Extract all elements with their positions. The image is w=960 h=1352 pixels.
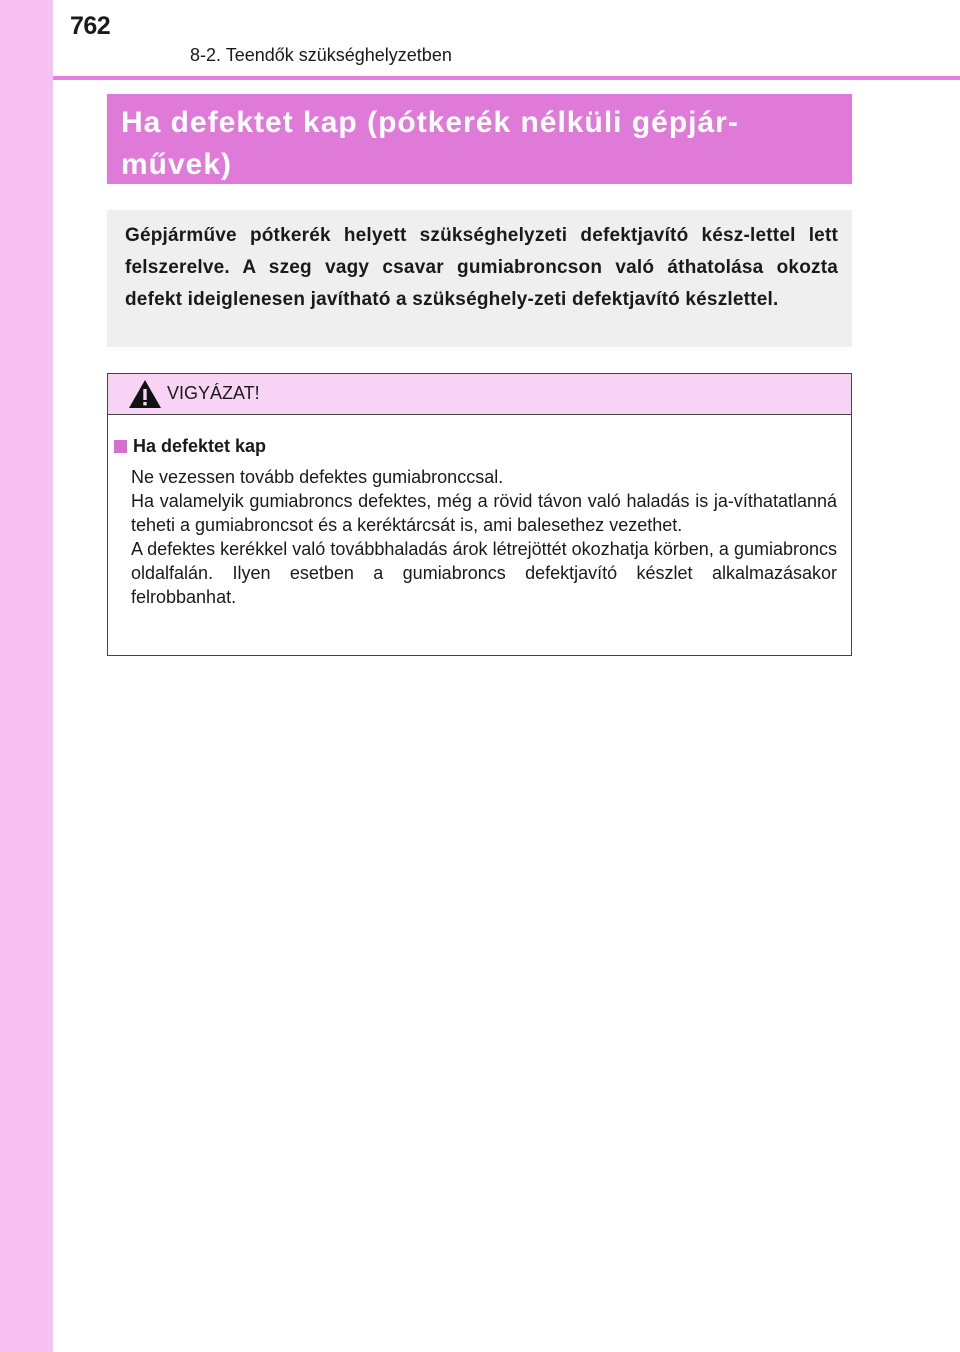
page-title-line-1: Ha defektet kap (pótkerék nélküli gépjár- bbox=[121, 106, 739, 139]
warning-subheading-text: Ha defektet kap bbox=[133, 435, 267, 456]
header-divider bbox=[53, 76, 960, 80]
warning-paragraph: A defektes kerékkel való továbbhaladás árok létrejöttét okozhatja körben, a gumiabroncs oldalfalán. Ilyen esetben a gumiabroncs defektjavító készlet alkalmazásakor felrobbanhat. bbox=[131, 539, 837, 607]
warning-body bbox=[108, 415, 851, 609]
warning-paragraph: Ne vezessen tovább defektes gumiabronccsal. bbox=[131, 467, 504, 487]
warning-box bbox=[107, 373, 852, 656]
warning-subheading bbox=[114, 435, 837, 457]
page-title bbox=[121, 102, 838, 186]
page-title-line-2: művek) bbox=[121, 148, 233, 181]
title-banner bbox=[107, 94, 852, 184]
warning-triangle-icon bbox=[128, 379, 162, 409]
warning-header bbox=[108, 374, 851, 415]
warning-label: VIGYÁZAT! bbox=[167, 383, 260, 403]
intro-panel bbox=[107, 210, 852, 347]
page-number: 762 bbox=[70, 12, 111, 40]
warning-paragraph: Ha valamelyik gumiabroncs defektes, még a rövid távon való haladás is ja-víthatatlanná teheti a gumiabroncsot és a keréktárcsát is, ami balesethez vezethet. bbox=[131, 491, 837, 535]
square-bullet-icon bbox=[114, 440, 127, 453]
page-edge-tab bbox=[0, 0, 53, 1352]
section-title: 8-2. Teendők szükséghelyzetben bbox=[190, 45, 452, 65]
intro-text: Gépjárműve pótkerék helyett szükséghelyzeti defektjavító kész-lettel lett felszerelve. A szeg vagy csavar gumiabroncson való áthatolása okozta defekt ideiglenesen javítható a szükséghely-zeti defektjavító készlettel. bbox=[125, 225, 838, 310]
